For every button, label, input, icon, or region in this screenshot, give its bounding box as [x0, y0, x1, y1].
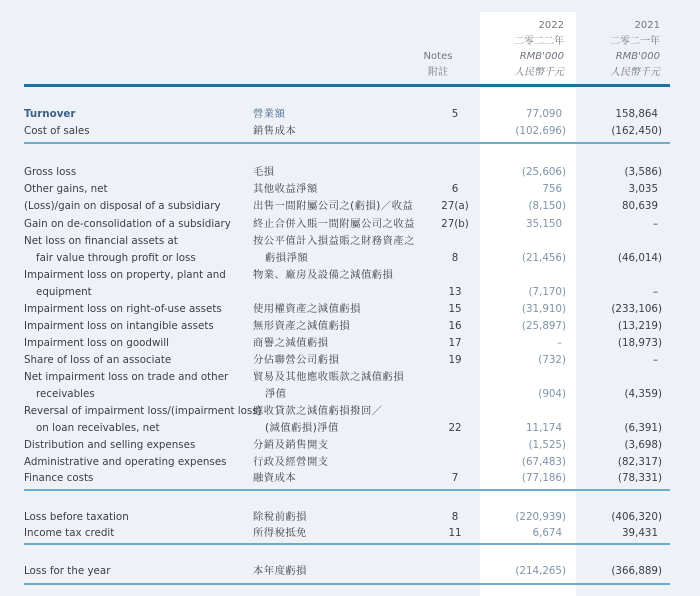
value-2022: 77,090: [525, 108, 562, 120]
row-label-zh: 融資成本: [253, 472, 297, 484]
row-label-zh: 出售一間附屬公司之(虧損)／收益: [253, 200, 414, 212]
table-row-intangible: [0, 318, 700, 335]
value-2022: (220,939): [515, 511, 566, 523]
row-label-en: fair value through profit or loss: [36, 252, 196, 264]
row-label-en: Administrative and operating expenses: [24, 456, 227, 468]
row-label-en: equipment: [36, 286, 92, 298]
row-label-zh: 應收貸款之減值虧損撥回／: [253, 405, 383, 417]
table-row-finance-costs: [0, 470, 700, 487]
row-label-en: Loss before taxation: [24, 511, 129, 523]
table-row-trade-receivables-line1: [0, 369, 700, 386]
row-label-zh: 其他收益淨額: [253, 183, 318, 195]
unit-label-zh: 人民幣千元: [610, 66, 660, 78]
row-label-en: Turnover: [24, 108, 76, 120]
value-2022: (102,696): [515, 125, 566, 137]
year-label-zh: 二零二一年: [610, 35, 660, 47]
value-2021: (162,450): [611, 125, 662, 137]
row-note: 8: [451, 511, 459, 523]
row-label-en: Gain on de-consolidation of a subsidiary: [24, 218, 231, 230]
table-row-administrative: [0, 454, 700, 471]
table-row-trade-receivables-line2: [0, 386, 700, 403]
column-header-2022: [480, 18, 564, 80]
table-row-loss-for-year: [0, 563, 700, 580]
section-divider: [24, 142, 670, 144]
table-row-income-tax: [0, 525, 700, 542]
value-2022: (67,483): [521, 456, 566, 468]
notes-label-zh: 附註: [428, 66, 448, 78]
row-note: 6: [451, 183, 459, 195]
row-note: 11: [448, 527, 462, 539]
value-2021: 3,035: [628, 183, 658, 195]
value-2022: (25,897): [521, 320, 566, 332]
value-2021: (6,391): [624, 422, 662, 434]
row-label-zh: 毛損: [253, 166, 275, 178]
row-label-zh: 按公平值計入損益賬之財務資產之: [253, 235, 415, 247]
row-note: 13: [448, 286, 462, 298]
value-2022: (8,150): [528, 200, 566, 212]
row-label-en: Other gains, net: [24, 183, 108, 195]
row-label-zh: 物業、廠房及設備之減值虧損: [253, 269, 394, 281]
row-label-en: Net loss on financial assets at: [24, 235, 178, 247]
value-2021: (3,586): [624, 166, 662, 178]
row-label-en: Cost of sales: [24, 125, 90, 137]
value-2022: –: [556, 337, 562, 349]
table-row-deconsolidation: [0, 216, 700, 233]
table-row-loan-receivables-line1: [0, 403, 700, 420]
value-2021: –: [652, 354, 658, 366]
row-note: 27(b): [441, 218, 469, 230]
value-2022: 756: [542, 183, 562, 195]
table-row-fvtpl-line2: [0, 250, 700, 267]
table-row-distribution: [0, 437, 700, 454]
unit-label: RMB'000: [519, 51, 564, 62]
row-label-zh: 銷售成本: [253, 125, 297, 137]
value-2021: (18,973): [617, 337, 662, 349]
row-label-zh: 所得稅抵免: [253, 527, 307, 539]
header-divider: [24, 84, 670, 87]
row-label-zh: 無形資產之減值虧損: [253, 320, 351, 332]
table-row-other-gains: [0, 181, 700, 198]
row-label-en: receivables: [36, 388, 95, 400]
row-label-en: Reversal of impairment loss/(impairment loss): [24, 405, 262, 417]
column-header-2021: [578, 18, 660, 80]
table-row-rou: [0, 301, 700, 318]
year-label: 2021: [634, 20, 660, 31]
value-2021: (46,014): [617, 252, 662, 264]
row-label-zh: 淨值: [265, 388, 287, 400]
value-2021: –: [652, 286, 658, 298]
row-note: 27(a): [441, 200, 469, 212]
row-label-zh: 分佔聯營公司虧損: [253, 354, 340, 366]
row-label-en: Impairment loss on right-of-use assets: [24, 303, 222, 315]
section-divider: [24, 543, 670, 545]
value-2022: (31,910): [521, 303, 566, 315]
row-label-en: Distribution and selling expenses: [24, 439, 196, 451]
value-2022: 11,174: [525, 422, 562, 434]
table-row-disposal-subsidiary: [0, 198, 700, 215]
row-note: 16: [448, 320, 462, 332]
value-2021: (13,219): [617, 320, 662, 332]
row-label-zh: 營業額: [253, 108, 286, 120]
value-2022: (214,265): [515, 565, 566, 577]
value-2022: 35,150: [525, 218, 562, 230]
value-2021: 158,864: [615, 108, 658, 120]
value-2021: (78,331): [617, 472, 662, 484]
row-label-zh: 商譽之減值虧損: [253, 337, 329, 349]
table-row-turnover: [0, 106, 700, 123]
row-label-en: Income tax credit: [24, 527, 115, 539]
value-2022: (904): [538, 388, 566, 400]
value-2022: (25,606): [521, 166, 566, 178]
row-note: 17: [448, 337, 462, 349]
table-row-associate: [0, 352, 700, 369]
section-divider: [24, 489, 670, 491]
table-row-ppe-line2: [0, 284, 700, 301]
row-label-zh: (減值虧損)淨值: [265, 422, 339, 434]
row-label-zh: 行政及經營開支: [253, 456, 329, 468]
table-row-ppe-line1: [0, 267, 700, 284]
row-label-zh: 分銷及銷售開支: [253, 439, 329, 451]
value-2022: (21,456): [521, 252, 566, 264]
value-2021: (366,889): [611, 565, 662, 577]
row-label-en: (Loss)/gain on disposal of a subsidiary: [24, 200, 221, 212]
row-label-en: Impairment loss on goodwill: [24, 337, 169, 349]
table-row-cost-of-sales: [0, 123, 700, 140]
row-label-en: Finance costs: [24, 472, 94, 484]
bottom-divider: [24, 583, 670, 585]
row-note: 19: [448, 354, 462, 366]
row-note: 15: [448, 303, 462, 315]
row-label-en: Loss for the year: [24, 565, 111, 577]
unit-label: RMB'000: [615, 51, 660, 62]
value-2022: (1,525): [528, 439, 566, 451]
value-2022: 6,674: [532, 527, 562, 539]
row-label-en: on loan receivables, net: [36, 422, 160, 434]
value-2021: (406,320): [611, 511, 662, 523]
table-row-fvtpl-line1: [0, 233, 700, 250]
row-label-zh: 除稅前虧損: [253, 511, 307, 523]
unit-label-zh: 人民幣千元: [514, 66, 564, 78]
notes-label-en: Notes: [423, 51, 453, 62]
value-2022: (7,170): [528, 286, 566, 298]
row-note: 8: [451, 252, 459, 264]
row-label-en: Impairment loss on intangible assets: [24, 320, 214, 332]
value-2022: (77,186): [521, 472, 566, 484]
row-label-en: Gross loss: [24, 166, 77, 178]
row-label-en: Impairment loss on property, plant and: [24, 269, 226, 281]
row-label-zh: 貿易及其他應收賬款之減值虧損: [253, 371, 405, 383]
value-2021: (82,317): [617, 456, 662, 468]
year-label-zh: 二零二二年: [514, 35, 564, 47]
table-row-goodwill: [0, 335, 700, 352]
table-row-gross-loss: [0, 164, 700, 181]
row-note: 22: [448, 422, 462, 434]
value-2021: –: [652, 218, 658, 230]
value-2021: 80,639: [621, 200, 658, 212]
row-label-en: Net impairment loss on trade and other: [24, 371, 229, 383]
row-label-zh: 終止合併入賬一間附屬公司之收益: [253, 218, 415, 230]
row-label-zh: 虧損淨額: [265, 252, 309, 264]
row-note: 5: [451, 108, 459, 120]
table-row-loss-before-tax: [0, 509, 700, 526]
value-2021: (233,106): [611, 303, 662, 315]
row-note: 7: [451, 472, 459, 484]
row-label-zh: 本年度虧損: [253, 565, 307, 577]
value-2022: (732): [538, 354, 566, 366]
table-row-loan-receivables-line2: [0, 420, 700, 437]
row-label-en: Share of loss of an associate: [24, 354, 172, 366]
value-2021: (3,698): [624, 439, 662, 451]
row-label-zh: 使用權資產之減值虧損: [253, 303, 361, 315]
value-2021: (4,359): [624, 388, 662, 400]
year-label: 2022: [538, 20, 564, 31]
notes-header: [412, 49, 464, 80]
value-2021: 39,431: [621, 527, 658, 539]
